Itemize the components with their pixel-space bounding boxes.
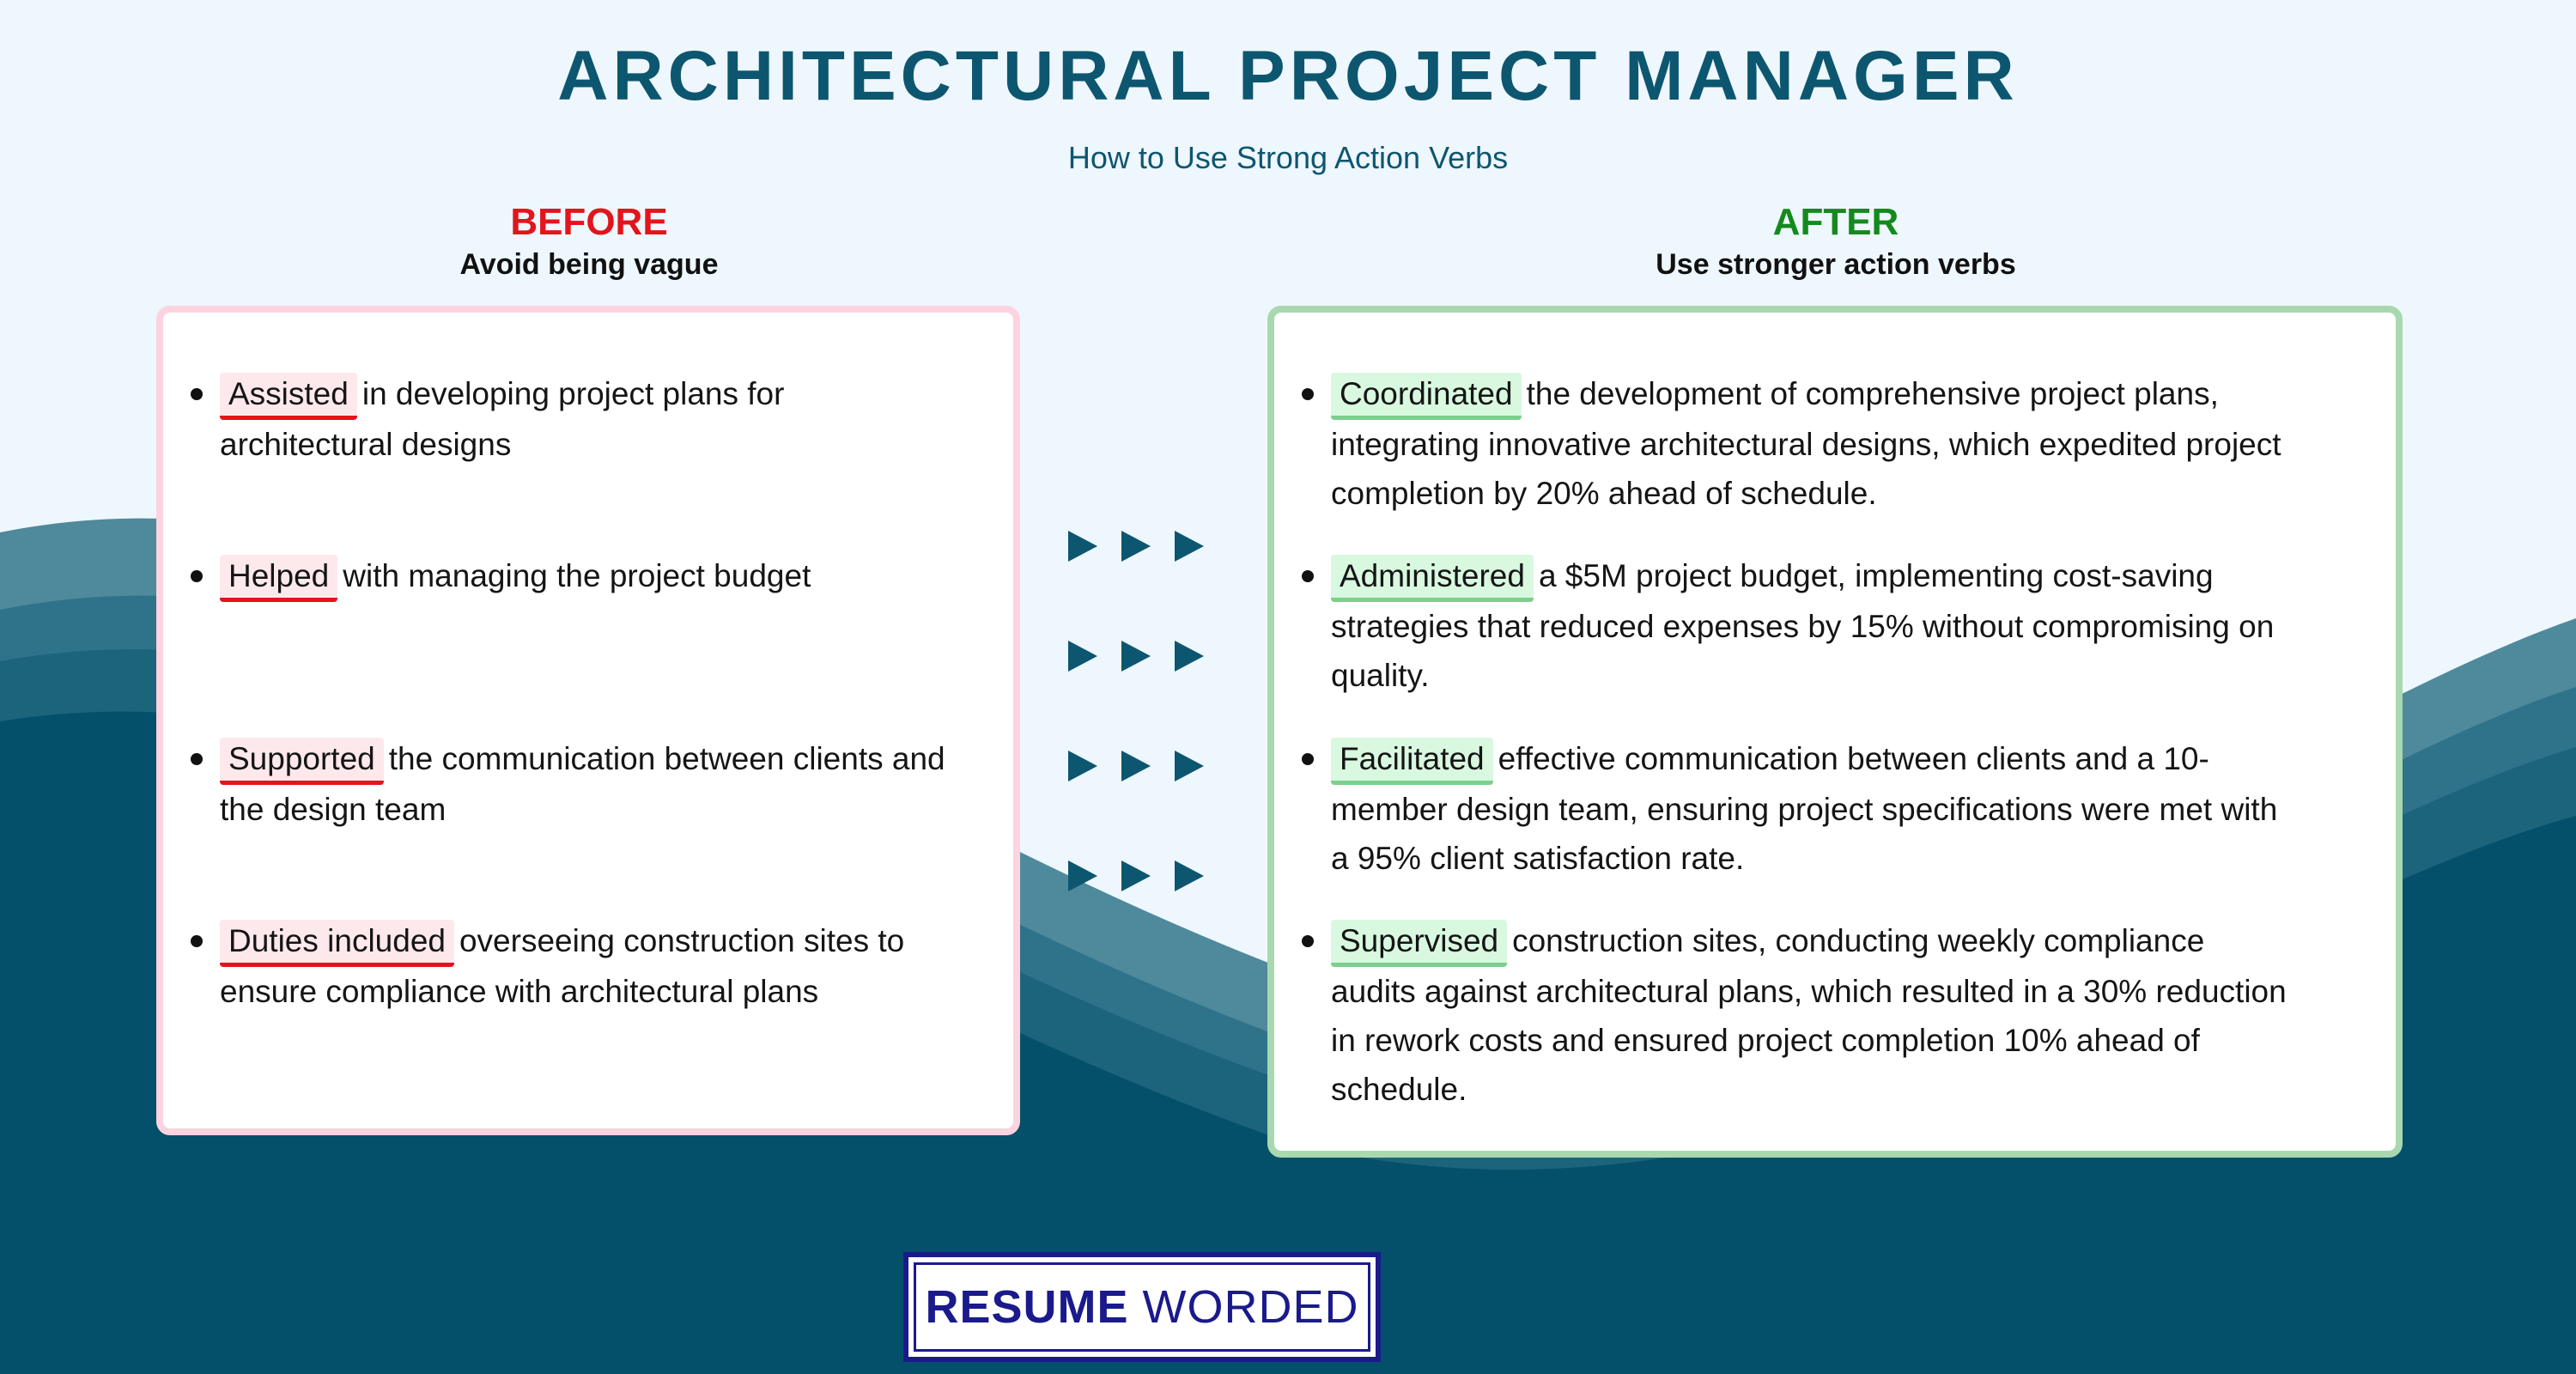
before-sublabel: Avoid being vague xyxy=(459,248,719,281)
after-item-text: quality. xyxy=(1331,658,1430,693)
weak-verb-highlight: Supported xyxy=(220,738,384,785)
page-subtitle: How to Use Strong Action Verbs xyxy=(1067,140,1509,175)
play-arrow-icon xyxy=(1121,531,1151,562)
before-item-text: with managing the project budget xyxy=(343,558,811,593)
after-item-4 xyxy=(1331,916,2392,1114)
strong-verb-highlight: Supervised xyxy=(1331,920,1507,967)
after-item-text: member design team, ensuring project specifications were met with xyxy=(1331,792,2278,827)
before-label: BEFORE xyxy=(510,201,668,243)
page-title: ARCHITECTURAL PROJECT MANAGER xyxy=(557,37,2019,115)
before-item-text: ensure compliance with architectural plans xyxy=(220,974,819,1009)
after-item-text: schedule. xyxy=(1331,1072,1467,1107)
after-item-1 xyxy=(1331,369,2392,518)
before-header xyxy=(158,199,1020,283)
before-item-text: the design team xyxy=(220,792,447,827)
after-sublabel: Use stronger action verbs xyxy=(1656,248,2016,281)
before-item-text: architectural designs xyxy=(220,427,512,462)
after-item-2 xyxy=(1331,551,2392,700)
before-item-text: in developing project plans for xyxy=(361,376,785,411)
before-item-4 xyxy=(220,916,1010,1016)
before-item-text: overseeing construction sites to xyxy=(459,923,905,958)
play-arrow-icon xyxy=(1068,641,1097,672)
before-item-text: the communication between clients and xyxy=(388,741,945,776)
logo-text-regular: WORDED xyxy=(1142,1281,1359,1333)
arrow-row-4 xyxy=(1065,857,1211,895)
after-item-text: effective communication between clients and a 10- xyxy=(1498,741,2209,776)
arrow-row-1 xyxy=(1065,527,1211,565)
bullet-dot xyxy=(191,753,203,765)
play-arrow-icon xyxy=(1121,641,1151,672)
after-item-3 xyxy=(1331,734,2392,883)
play-arrow-icon xyxy=(1175,531,1204,562)
after-item-text: audits against architectural plans, which resulted in a 30% reduction xyxy=(1331,974,2287,1009)
bullet-dot xyxy=(191,388,203,400)
after-label: AFTER xyxy=(1772,201,1899,243)
play-arrow-icon xyxy=(1068,860,1097,891)
play-arrow-icon xyxy=(1068,531,1097,562)
after-item-text: completion by 20% ahead of schedule. xyxy=(1331,476,1877,511)
bullet-dot xyxy=(1302,570,1314,582)
play-arrow-icon xyxy=(1175,860,1204,891)
after-item-text: the development of comprehensive project plans, xyxy=(1526,376,2219,411)
play-arrow-icon xyxy=(1121,751,1151,781)
weak-verb-highlight: Duties included xyxy=(220,920,454,967)
strong-verb-highlight: Coordinated xyxy=(1331,373,1522,420)
before-item-3 xyxy=(220,734,1010,834)
bullet-dot xyxy=(191,935,203,947)
after-header xyxy=(1269,199,2403,283)
arrow-row-3 xyxy=(1065,747,1211,785)
play-arrow-icon xyxy=(1068,751,1097,781)
play-arrow-icon xyxy=(1175,641,1204,672)
bullet-dot xyxy=(1302,388,1314,400)
bullet-dot xyxy=(1302,935,1314,947)
resume-worded-logo xyxy=(903,1252,1381,1362)
play-arrow-icon xyxy=(1175,751,1204,781)
bullet-dot xyxy=(191,570,203,582)
after-item-text: a $5M project budget, implementing cost-saving xyxy=(1538,558,2214,593)
strong-verb-highlight: Administered xyxy=(1331,555,1534,602)
after-item-text: strategies that reduced expenses by 15% without compromising on xyxy=(1331,609,2275,644)
arrow-row-2 xyxy=(1065,637,1211,675)
before-item-2 xyxy=(220,551,1010,602)
play-arrow-icon xyxy=(1121,860,1151,891)
weak-verb-highlight: Helped xyxy=(220,555,337,602)
after-item-text: construction sites, conducting weekly compliance xyxy=(1512,923,2205,958)
weak-verb-highlight: Assisted xyxy=(220,373,357,420)
after-item-text: a 95% client satisfaction rate. xyxy=(1331,841,1745,876)
bullet-dot xyxy=(1302,753,1314,765)
logo-text-bold: RESUME xyxy=(925,1281,1129,1333)
after-item-text: in rework costs and ensured project completion 10% ahead of xyxy=(1331,1023,2200,1058)
before-item-1 xyxy=(220,369,1010,469)
after-item-text: integrating innovative architectural designs, which expedited project xyxy=(1331,427,2281,462)
strong-verb-highlight: Facilitated xyxy=(1331,738,1493,785)
